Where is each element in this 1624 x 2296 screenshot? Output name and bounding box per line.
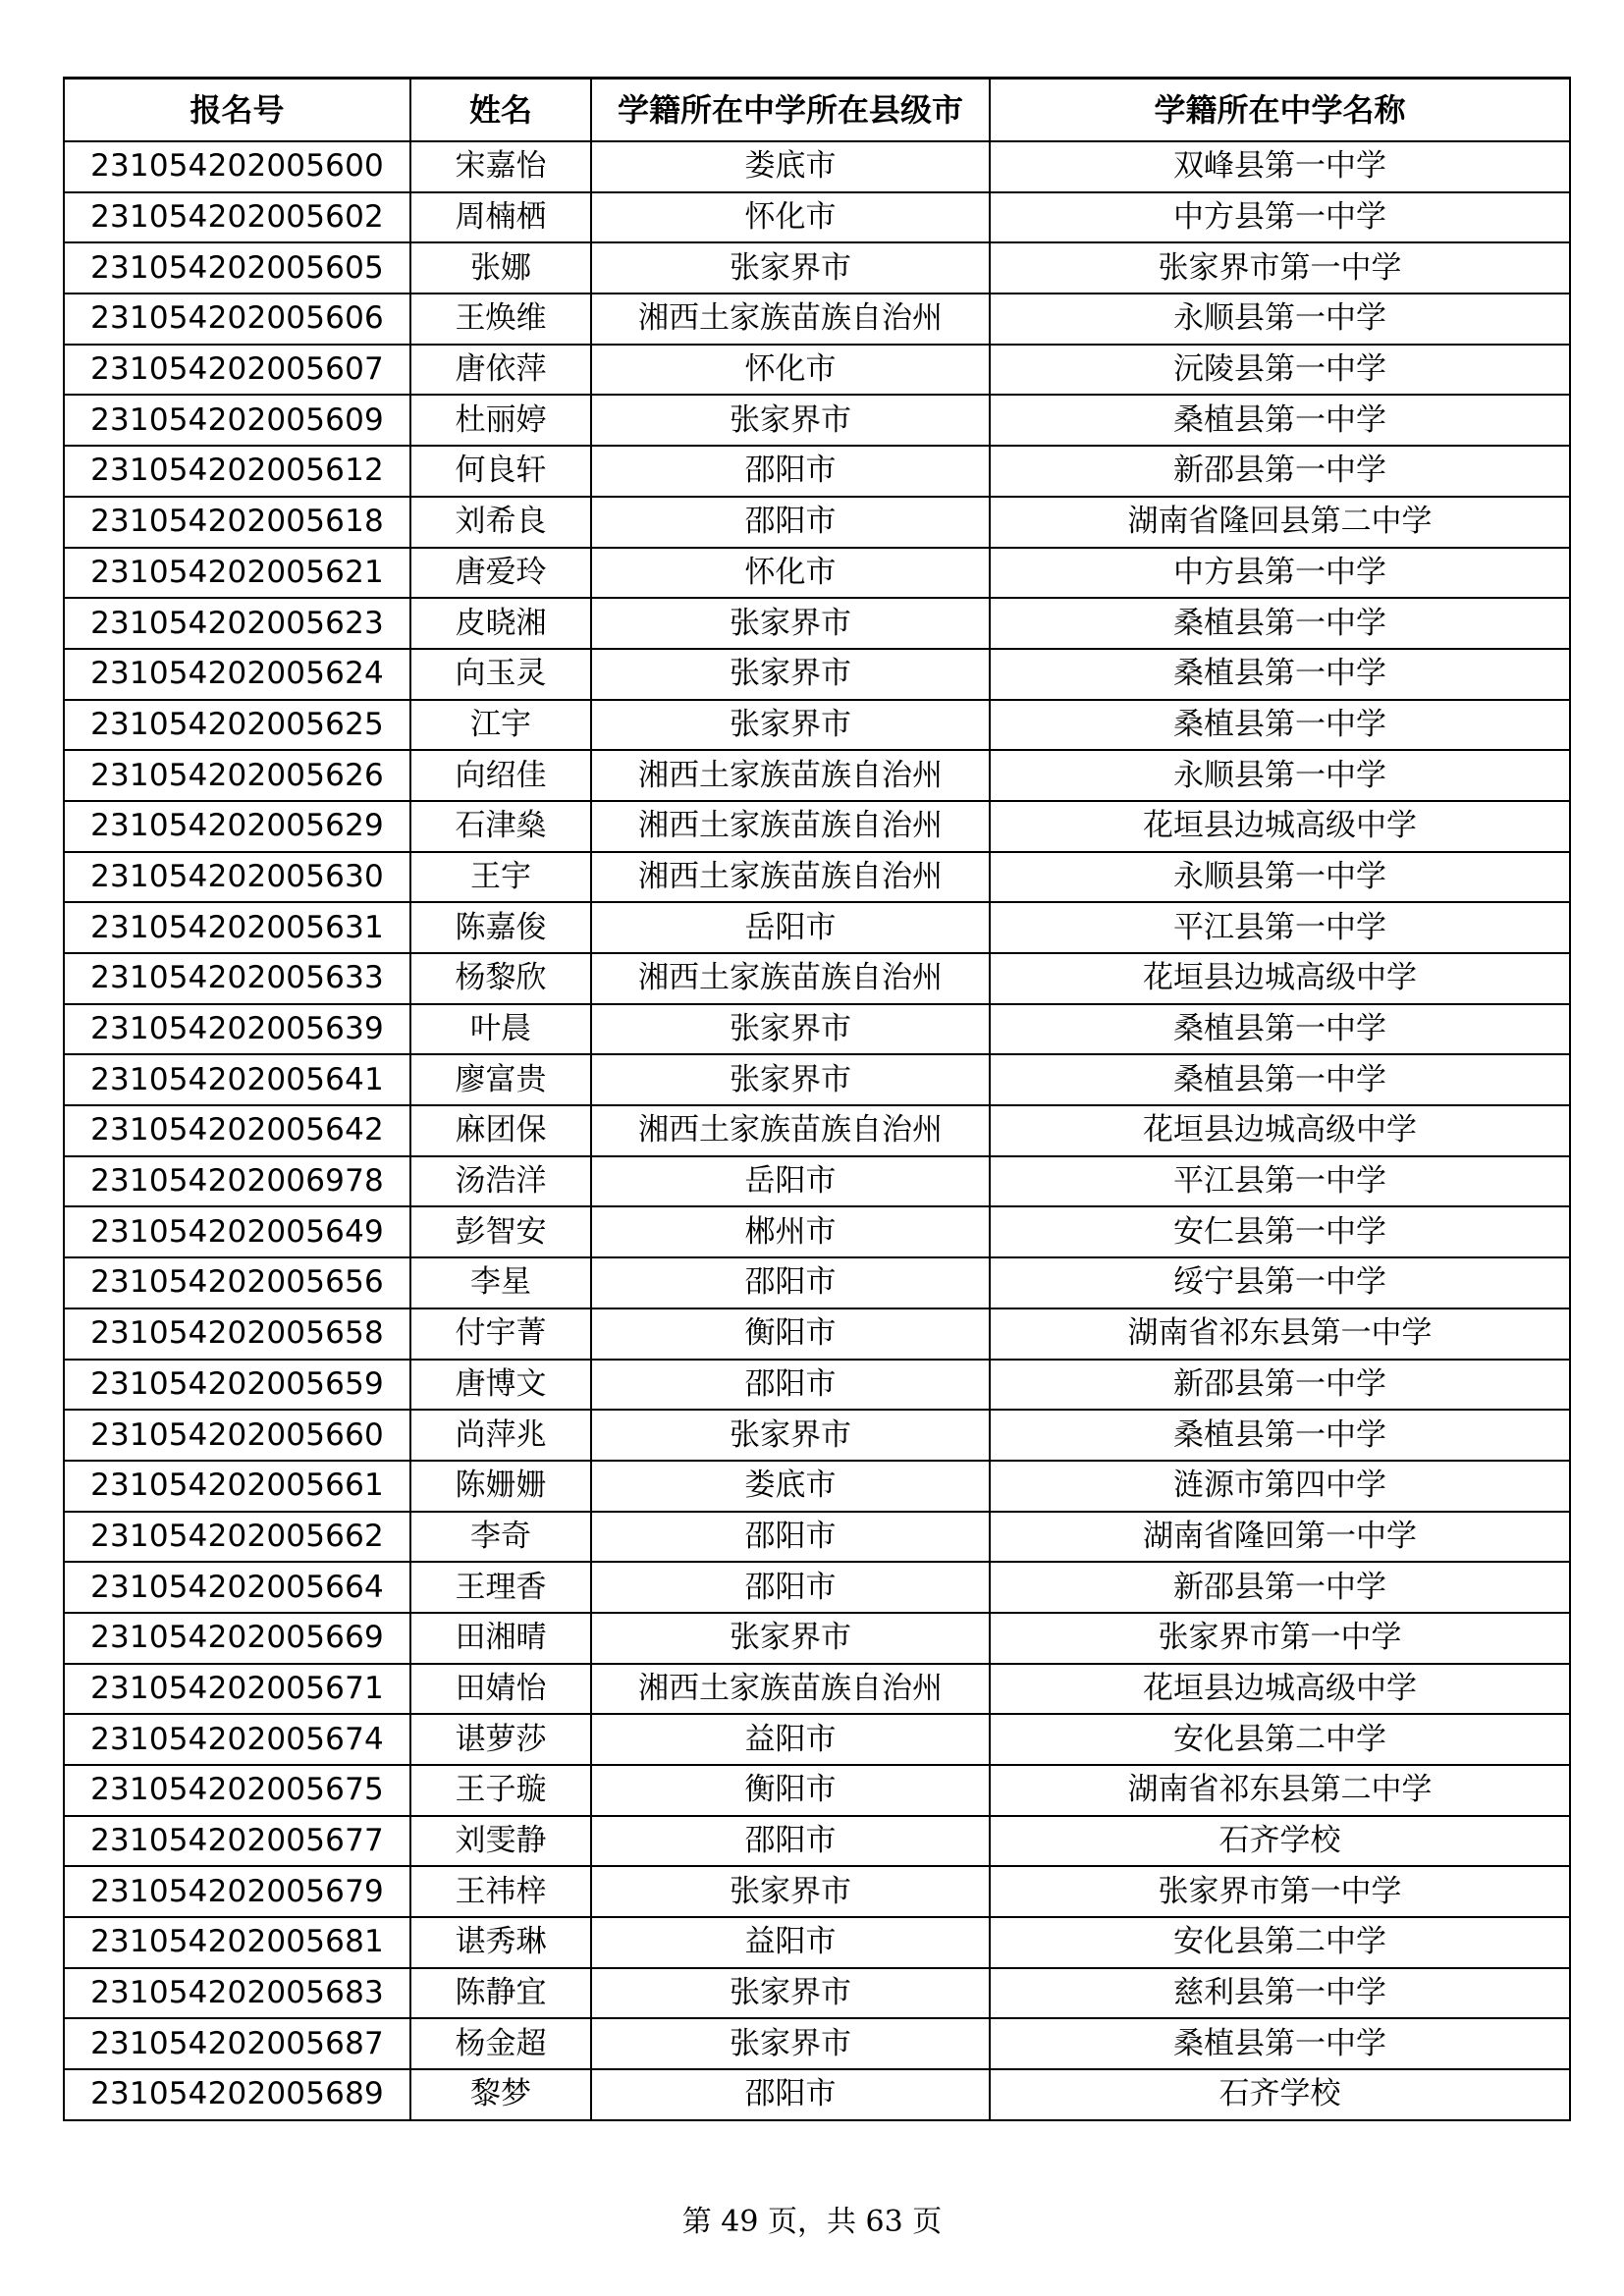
table-row xyxy=(64,2069,1570,2120)
cell-name: 王子璇 xyxy=(410,1765,591,1816)
table-row xyxy=(64,294,1570,345)
table-row xyxy=(64,1816,1570,1867)
cell-registration-number: 231054202005659 xyxy=(64,1360,410,1411)
cell-school-city: 怀化市 xyxy=(591,548,990,599)
cell-registration-number: 231054202006978 xyxy=(64,1156,410,1207)
table-row xyxy=(64,1054,1570,1105)
cell-registration-number: 231054202005606 xyxy=(64,294,410,345)
table-row xyxy=(64,953,1570,1004)
table-row xyxy=(64,1968,1570,2019)
cell-name: 田婧怡 xyxy=(410,1664,591,1715)
cell-name: 叶晨 xyxy=(410,1004,591,1055)
table-row xyxy=(64,1410,1570,1461)
cell-registration-number: 231054202005624 xyxy=(64,649,410,700)
cell-registration-number: 231054202005631 xyxy=(64,902,410,953)
cell-school-name: 新邵县第一中学 xyxy=(990,1360,1570,1411)
cell-school-name: 永顺县第一中学 xyxy=(990,750,1570,801)
cell-name: 谌秀琳 xyxy=(410,1917,591,1968)
table-row xyxy=(64,141,1570,192)
cell-school-city: 郴州市 xyxy=(591,1206,990,1257)
cell-school-name: 永顺县第一中学 xyxy=(990,294,1570,345)
cell-registration-number: 231054202005671 xyxy=(64,1664,410,1715)
cell-name: 向玉灵 xyxy=(410,649,591,700)
cell-school-city: 衡阳市 xyxy=(591,1308,990,1360)
table-row xyxy=(64,801,1570,852)
cell-school-city: 张家界市 xyxy=(591,598,990,649)
cell-school-name: 绥宁县第一中学 xyxy=(990,1257,1570,1308)
cell-name: 李奇 xyxy=(410,1512,591,1563)
cell-school-name: 花垣县边城高级中学 xyxy=(990,1664,1570,1715)
cell-school-city: 怀化市 xyxy=(591,345,990,396)
cell-school-city: 湘西土家族苗族自治州 xyxy=(591,294,990,345)
cell-name: 杨金超 xyxy=(410,2018,591,2069)
cell-registration-number: 231054202005602 xyxy=(64,192,410,243)
table-row xyxy=(64,1308,1570,1360)
cell-registration-number: 231054202005629 xyxy=(64,801,410,852)
cell-school-name: 安化县第二中学 xyxy=(990,1917,1570,1968)
table-row xyxy=(64,395,1570,446)
cell-school-name: 平江县第一中学 xyxy=(990,1156,1570,1207)
cell-school-name: 平江县第一中学 xyxy=(990,902,1570,953)
cell-school-city: 益阳市 xyxy=(591,1917,990,1968)
table-row xyxy=(64,1714,1570,1765)
cell-school-city: 邵阳市 xyxy=(591,1512,990,1563)
cell-school-city: 邵阳市 xyxy=(591,446,990,497)
cell-registration-number: 231054202005642 xyxy=(64,1105,410,1156)
cell-name: 李星 xyxy=(410,1257,591,1308)
table-row xyxy=(64,446,1570,497)
table-row xyxy=(64,1562,1570,1613)
cell-school-name: 桑植县第一中学 xyxy=(990,649,1570,700)
table-row xyxy=(64,1360,1570,1411)
table-row xyxy=(64,1257,1570,1308)
header-registration-number: 报名号 xyxy=(64,79,410,142)
header-school-city: 学籍所在中学所在县级市 xyxy=(591,79,990,142)
cell-name: 王宇 xyxy=(410,852,591,903)
table-row xyxy=(64,750,1570,801)
cell-school-city: 邵阳市 xyxy=(591,497,990,548)
cell-school-name: 沅陵县第一中学 xyxy=(990,345,1570,396)
cell-registration-number: 231054202005607 xyxy=(64,345,410,396)
cell-name: 廖富贵 xyxy=(410,1054,591,1105)
cell-registration-number: 231054202005621 xyxy=(64,548,410,599)
cell-registration-number: 231054202005681 xyxy=(64,1917,410,1968)
cell-school-name: 张家界市第一中学 xyxy=(990,242,1570,294)
cell-name: 黎梦 xyxy=(410,2069,591,2120)
table-row xyxy=(64,1664,1570,1715)
cell-name: 王焕维 xyxy=(410,294,591,345)
cell-school-name: 石齐学校 xyxy=(990,1816,1570,1867)
admission-list-table xyxy=(63,77,1571,2121)
cell-registration-number: 231054202005630 xyxy=(64,852,410,903)
cell-school-name: 桑植县第一中学 xyxy=(990,1410,1570,1461)
table-row xyxy=(64,1105,1570,1156)
cell-name: 何良轩 xyxy=(410,446,591,497)
cell-registration-number: 231054202005669 xyxy=(64,1613,410,1664)
cell-school-name: 中方县第一中学 xyxy=(990,192,1570,243)
cell-school-name: 新邵县第一中学 xyxy=(990,446,1570,497)
table-row xyxy=(64,345,1570,396)
table-row xyxy=(64,242,1570,294)
cell-school-city: 张家界市 xyxy=(591,649,990,700)
cell-school-name: 双峰县第一中学 xyxy=(990,141,1570,192)
cell-school-city: 张家界市 xyxy=(591,1968,990,2019)
cell-registration-number: 231054202005689 xyxy=(64,2069,410,2120)
cell-school-city: 娄底市 xyxy=(591,141,990,192)
table-row xyxy=(64,1512,1570,1563)
cell-school-name: 湖南省隆回第一中学 xyxy=(990,1512,1570,1563)
cell-school-city: 张家界市 xyxy=(591,1613,990,1664)
cell-name: 周楠栖 xyxy=(410,192,591,243)
cell-school-name: 湖南省祁东县第一中学 xyxy=(990,1308,1570,1360)
cell-name: 田湘晴 xyxy=(410,1613,591,1664)
cell-school-name: 涟源市第四中学 xyxy=(990,1461,1570,1512)
cell-school-name: 慈利县第一中学 xyxy=(990,1968,1570,2019)
cell-school-name: 桑植县第一中学 xyxy=(990,1004,1570,1055)
cell-name: 唐博文 xyxy=(410,1360,591,1411)
cell-registration-number: 231054202005609 xyxy=(64,395,410,446)
cell-school-city: 邵阳市 xyxy=(591,1562,990,1613)
cell-registration-number: 231054202005605 xyxy=(64,242,410,294)
cell-school-city: 岳阳市 xyxy=(591,902,990,953)
cell-school-city: 张家界市 xyxy=(591,1054,990,1105)
header-name: 姓名 xyxy=(410,79,591,142)
table-body xyxy=(64,141,1570,2120)
cell-school-city: 邵阳市 xyxy=(591,1816,990,1867)
cell-name: 汤浩洋 xyxy=(410,1156,591,1207)
cell-school-city: 湘西土家族苗族自治州 xyxy=(591,852,990,903)
cell-registration-number: 231054202005662 xyxy=(64,1512,410,1563)
table-row xyxy=(64,497,1570,548)
cell-school-city: 张家界市 xyxy=(591,395,990,446)
table-row xyxy=(64,1156,1570,1207)
cell-name: 张娜 xyxy=(410,242,591,294)
cell-registration-number: 231054202005625 xyxy=(64,700,410,751)
cell-registration-number: 231054202005687 xyxy=(64,2018,410,2069)
cell-registration-number: 231054202005664 xyxy=(64,1562,410,1613)
cell-name: 皮晓湘 xyxy=(410,598,591,649)
cell-registration-number: 231054202005658 xyxy=(64,1308,410,1360)
table-header xyxy=(64,79,1570,142)
cell-school-name: 桑植县第一中学 xyxy=(990,2018,1570,2069)
cell-name: 唐爱玲 xyxy=(410,548,591,599)
cell-name: 尚萍兆 xyxy=(410,1410,591,1461)
cell-registration-number: 231054202005683 xyxy=(64,1968,410,2019)
cell-school-name: 石齐学校 xyxy=(990,2069,1570,2120)
cell-registration-number: 231054202005600 xyxy=(64,141,410,192)
table-row xyxy=(64,1866,1570,1917)
table-row xyxy=(64,852,1570,903)
cell-school-name: 桑植县第一中学 xyxy=(990,395,1570,446)
cell-school-name: 湖南省祁东县第二中学 xyxy=(990,1765,1570,1816)
cell-registration-number: 231054202005626 xyxy=(64,750,410,801)
table-row xyxy=(64,700,1570,751)
cell-name: 宋嘉怡 xyxy=(410,141,591,192)
cell-school-name: 安化县第二中学 xyxy=(990,1714,1570,1765)
cell-school-name: 桑植县第一中学 xyxy=(990,700,1570,751)
cell-name: 陈嘉俊 xyxy=(410,902,591,953)
table-row xyxy=(64,649,1570,700)
page-footer: 第 49 页，共 63 页 xyxy=(681,2205,943,2239)
cell-registration-number: 231054202005679 xyxy=(64,1866,410,1917)
cell-school-name: 花垣县边城高级中学 xyxy=(990,801,1570,852)
table-row xyxy=(64,1917,1570,1968)
cell-school-name: 张家界市第一中学 xyxy=(990,1866,1570,1917)
cell-name: 杨黎欣 xyxy=(410,953,591,1004)
table-row xyxy=(64,548,1570,599)
cell-registration-number: 231054202005674 xyxy=(64,1714,410,1765)
cell-registration-number: 231054202005612 xyxy=(64,446,410,497)
cell-school-city: 岳阳市 xyxy=(591,1156,990,1207)
cell-school-city: 张家界市 xyxy=(591,1004,990,1055)
cell-name: 王祎梓 xyxy=(410,1866,591,1917)
table-row xyxy=(64,1461,1570,1512)
cell-school-city: 湘西土家族苗族自治州 xyxy=(591,750,990,801)
cell-name: 刘希良 xyxy=(410,497,591,548)
cell-registration-number: 231054202005675 xyxy=(64,1765,410,1816)
cell-name: 谌萝莎 xyxy=(410,1714,591,1765)
cell-registration-number: 231054202005633 xyxy=(64,953,410,1004)
cell-registration-number: 231054202005618 xyxy=(64,497,410,548)
table-row xyxy=(64,1765,1570,1816)
cell-name: 陈姗姗 xyxy=(410,1461,591,1512)
cell-school-name: 永顺县第一中学 xyxy=(990,852,1570,903)
table-row xyxy=(64,2018,1570,2069)
header-school-name: 学籍所在中学名称 xyxy=(990,79,1570,142)
table-row xyxy=(64,192,1570,243)
cell-school-city: 娄底市 xyxy=(591,1461,990,1512)
header-row xyxy=(64,79,1570,142)
cell-name: 江宇 xyxy=(410,700,591,751)
cell-school-name: 湖南省隆回县第二中学 xyxy=(990,497,1570,548)
cell-school-city: 张家界市 xyxy=(591,2018,990,2069)
cell-name: 杜丽婷 xyxy=(410,395,591,446)
cell-name: 陈静宜 xyxy=(410,1968,591,2019)
cell-registration-number: 231054202005660 xyxy=(64,1410,410,1461)
cell-school-name: 中方县第一中学 xyxy=(990,548,1570,599)
cell-registration-number: 231054202005641 xyxy=(64,1054,410,1105)
cell-school-name: 张家界市第一中学 xyxy=(990,1613,1570,1664)
cell-registration-number: 231054202005639 xyxy=(64,1004,410,1055)
cell-school-city: 湘西土家族苗族自治州 xyxy=(591,1105,990,1156)
table-row xyxy=(64,1004,1570,1055)
cell-registration-number: 231054202005677 xyxy=(64,1816,410,1867)
cell-name: 付宇菁 xyxy=(410,1308,591,1360)
cell-school-city: 湘西土家族苗族自治州 xyxy=(591,1664,990,1715)
cell-school-city: 张家界市 xyxy=(591,1866,990,1917)
cell-school-name: 桑植县第一中学 xyxy=(990,1054,1570,1105)
cell-registration-number: 231054202005656 xyxy=(64,1257,410,1308)
cell-school-name: 安仁县第一中学 xyxy=(990,1206,1570,1257)
cell-school-city: 邵阳市 xyxy=(591,1360,990,1411)
cell-school-city: 湘西土家族苗族自治州 xyxy=(591,801,990,852)
cell-school-city: 怀化市 xyxy=(591,192,990,243)
table-row xyxy=(64,1613,1570,1664)
cell-school-city: 张家界市 xyxy=(591,700,990,751)
cell-name: 石津燊 xyxy=(410,801,591,852)
cell-name: 王理香 xyxy=(410,1562,591,1613)
table-row xyxy=(64,598,1570,649)
cell-school-name: 花垣县边城高级中学 xyxy=(990,953,1570,1004)
cell-school-city: 邵阳市 xyxy=(591,1257,990,1308)
cell-name: 唐依萍 xyxy=(410,345,591,396)
cell-name: 向绍佳 xyxy=(410,750,591,801)
cell-school-name: 花垣县边城高级中学 xyxy=(990,1105,1570,1156)
cell-name: 麻团保 xyxy=(410,1105,591,1156)
cell-school-city: 邵阳市 xyxy=(591,2069,990,2120)
cell-name: 刘雯静 xyxy=(410,1816,591,1867)
table-row xyxy=(64,1206,1570,1257)
cell-name: 彭智安 xyxy=(410,1206,591,1257)
cell-school-city: 湘西土家族苗族自治州 xyxy=(591,953,990,1004)
cell-registration-number: 231054202005661 xyxy=(64,1461,410,1512)
cell-school-city: 衡阳市 xyxy=(591,1765,990,1816)
cell-school-city: 益阳市 xyxy=(591,1714,990,1765)
cell-registration-number: 231054202005649 xyxy=(64,1206,410,1257)
cell-registration-number: 231054202005623 xyxy=(64,598,410,649)
cell-school-name: 桑植县第一中学 xyxy=(990,598,1570,649)
cell-school-city: 张家界市 xyxy=(591,242,990,294)
cell-school-city: 张家界市 xyxy=(591,1410,990,1461)
table-row xyxy=(64,902,1570,953)
cell-school-name: 新邵县第一中学 xyxy=(990,1562,1570,1613)
